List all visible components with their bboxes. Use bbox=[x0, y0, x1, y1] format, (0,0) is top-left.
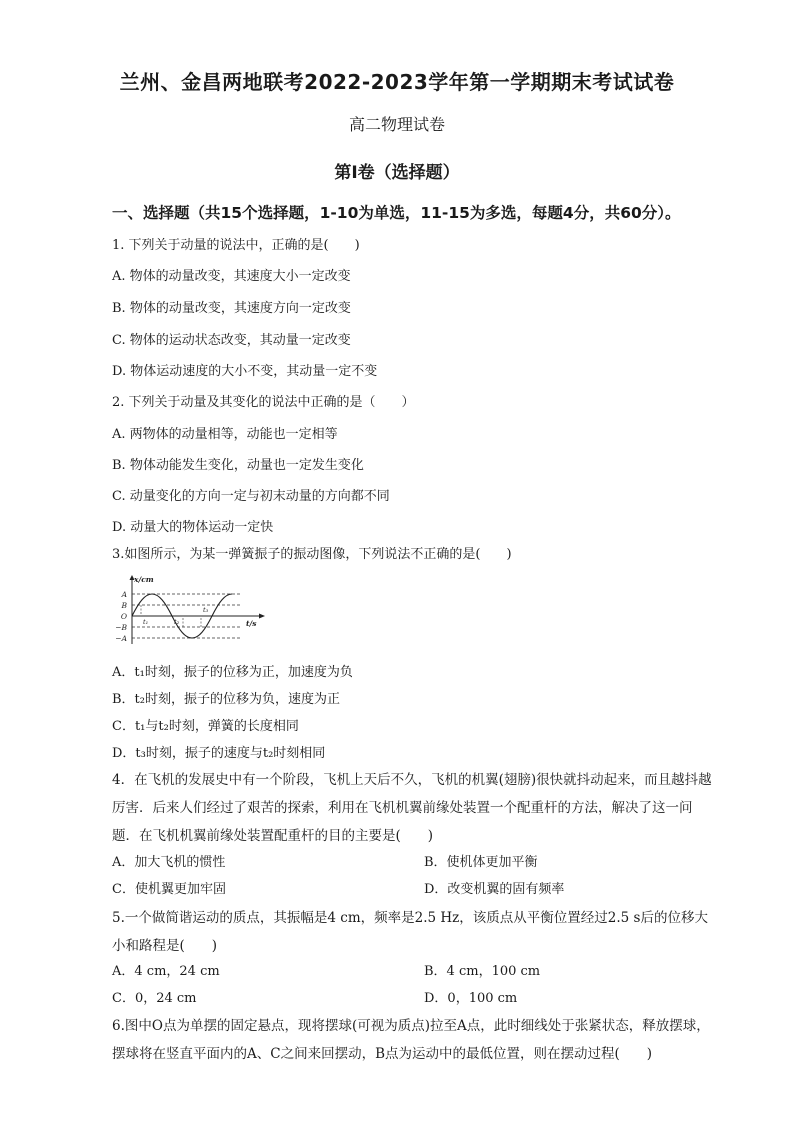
t2-label: t₂ bbox=[174, 618, 180, 626]
q1-stem: 1. 下列关于动量的说法中，正确的是( ) bbox=[112, 238, 360, 253]
level-label-O: O bbox=[120, 612, 127, 621]
q5-option-c: C．0，24 cm bbox=[112, 991, 197, 1006]
q1-option-a: A. 物体的动量改变，其速度大小一定改变 bbox=[112, 269, 351, 284]
q1-option-b: B. 物体的动量改变，其速度方向一定改变 bbox=[112, 301, 351, 316]
x-axis-arrow bbox=[259, 614, 265, 619]
q2-option-d: D. 动量大的物体运动一定快 bbox=[112, 520, 274, 535]
q4-option-c: C．使机翼更加牢固 bbox=[112, 882, 226, 897]
level-label-B: B bbox=[121, 601, 127, 610]
t3-label: t₃ bbox=[203, 606, 209, 614]
q4-option-b: B．使机体更加平衡 bbox=[424, 855, 538, 870]
level-label-negA: −A bbox=[115, 634, 127, 643]
level-label-negB: −B bbox=[115, 623, 127, 632]
section-heading: 一、选择题（共15个选择题，1-10为单选，11-15为多选，每题4分，共60分）。 bbox=[112, 204, 681, 222]
x-axis-label: t/s bbox=[246, 619, 257, 628]
q4-option-a: A．加大飞机的惯性 bbox=[112, 855, 226, 870]
q5-option-d: D．0，100 cm bbox=[424, 991, 518, 1006]
q6-stem: 6.图中O点为单摆的固定悬点，现将摆球(可视为质点)拉至A点，此时细线处于张紧状态，释放摆球，摆球将在竖直平面内的A、C之间来回摆动，B点为运动中的最低位置，则在摆动过程( ) bbox=[112, 1018, 710, 1062]
vibration-graph bbox=[112, 574, 268, 646]
q3-option-d: D．t₃时刻，振子的速度与t₂时刻相同 bbox=[112, 746, 326, 761]
q4-option-d: D．改变机翼的固有频率 bbox=[424, 882, 565, 897]
q2-option-b: B. 物体动能发生变化，动量也一定发生变化 bbox=[112, 458, 364, 473]
q2-option-c: C. 动量变化的方向一定与初末动量的方向都不同 bbox=[112, 489, 390, 504]
q1-option-c: C. 物体的运动状态改变，其动量一定改变 bbox=[112, 333, 351, 348]
t1-label: t₁ bbox=[143, 618, 149, 626]
y-axis-label: x/cm bbox=[134, 575, 154, 584]
q5-option-a: A．4 cm，24 cm bbox=[112, 964, 220, 979]
q3-option-b: B．t₂时刻，振子的位移为负，速度为正 bbox=[112, 692, 340, 707]
q5-option-b: B．4 cm，100 cm bbox=[424, 964, 541, 979]
q1-option-d: D. 物体运动速度的大小不变，其动量一定不变 bbox=[112, 364, 378, 379]
exam-title: 兰州、金昌两地联考2022-2023学年第一学期期末考试试卷 bbox=[119, 70, 675, 94]
q4-stem: 4．在飞机的发展史中有一个阶段，飞机上天后不久，飞机的机翼(翅膀)很快就抖动起来，而且越抖越厉害．后来人们经过了艰苦的探索，利用在飞机机翼前缘处装置一个配重杆的方法，解决了这一问题．在飞机机翼前缘处装置配重杆的目的主要是( ) bbox=[112, 772, 712, 844]
q3-option-c: C．t₁与t₂时刻，弹簧的长度相同 bbox=[112, 719, 299, 734]
q2-option-a: A. 两物体的动量相等，动能也一定相等 bbox=[112, 427, 338, 442]
exam-subtitle: 高二物理试卷 bbox=[348, 115, 445, 134]
q5-stem: 5.一个做简谐运动的质点，其振幅是4 cm，频率是2.5 Hz，该质点从平衡位置经过2.5 s后的位移大小和路程是( ) bbox=[112, 910, 708, 954]
q2-stem: 2. 下列关于动量及其变化的说法中正确的是（ ） bbox=[112, 395, 415, 410]
level-label-A: A bbox=[121, 590, 127, 599]
volume-title: 第Ⅰ卷（选择题） bbox=[334, 163, 460, 183]
q3-stem: 3.如图所示，为某一弹簧振子的振动图像，下列说法不正确的是( ) bbox=[112, 547, 512, 562]
q3-option-a: A．t₁时刻，振子的位移为正，加速度为负 bbox=[112, 665, 353, 680]
